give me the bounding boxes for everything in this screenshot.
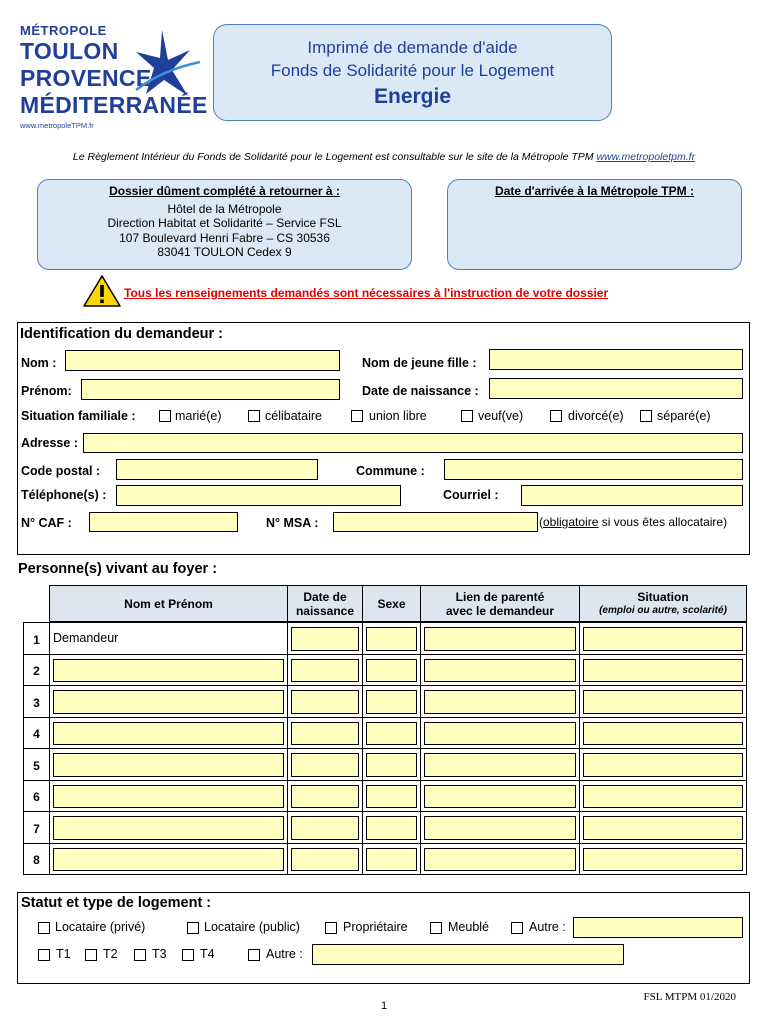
- type-label: T3: [152, 947, 167, 961]
- code-postal-label: Code postal :: [21, 464, 101, 478]
- field-sexe[interactable]: [366, 785, 417, 809]
- checkbox-locataire-prive[interactable]: [38, 922, 50, 934]
- note-obligatoire: obligatoire: [543, 515, 599, 529]
- field-nom-prenom[interactable]: [53, 816, 284, 840]
- warning-icon: [82, 274, 122, 308]
- return-address-line: Hôtel de la Métropole: [167, 201, 282, 216]
- header-lien-line2: avec le demandeur: [445, 603, 555, 618]
- checkbox-marie[interactable]: [159, 410, 171, 422]
- statut-label: Meublé: [448, 920, 489, 934]
- form-title-box: [213, 24, 612, 121]
- field-sexe[interactable]: [366, 816, 417, 840]
- field-sexe[interactable]: [366, 753, 417, 777]
- cell-sexe: [362, 717, 421, 750]
- cell-lien-parente: [420, 780, 580, 813]
- header-situation: [579, 585, 747, 622]
- telephone-field[interactable]: [116, 485, 401, 506]
- header-situation-label: Situation: [637, 589, 689, 604]
- field-situation[interactable]: [583, 659, 743, 683]
- date-naissance-field[interactable]: [489, 378, 743, 399]
- autre-type-field[interactable]: [312, 944, 624, 965]
- checkbox-union-libre[interactable]: [351, 410, 363, 422]
- field-lien-parente[interactable]: [424, 627, 576, 651]
- cell-date-naissance: [287, 811, 363, 844]
- row-number: 1: [33, 632, 40, 647]
- header-lien-parente: [420, 585, 580, 622]
- metropole-logo: [20, 23, 208, 134]
- field-sexe[interactable]: [366, 627, 417, 651]
- checkbox-label: veuf(ve): [478, 409, 524, 423]
- cell-situation: [579, 717, 747, 750]
- msa-label: N° MSA :: [266, 516, 319, 530]
- header-lien-line1: Lien de parenté: [455, 589, 545, 604]
- field-sexe[interactable]: [366, 848, 417, 872]
- cell-nom-prenom: [49, 780, 288, 813]
- cell-situation: [579, 654, 747, 687]
- field-date-naissance[interactable]: [291, 690, 359, 714]
- return-address-box: [37, 179, 412, 270]
- autre-statut-field[interactable]: [573, 917, 743, 938]
- date-naissance-label: Date de naissance :: [362, 384, 479, 398]
- checkbox-label: séparé(e): [657, 409, 711, 423]
- field-date-naissance[interactable]: [291, 627, 359, 651]
- nom-label: Nom :: [21, 356, 57, 370]
- field-lien-parente[interactable]: [424, 816, 576, 840]
- cell-lien-parente: [420, 843, 580, 876]
- statut-label: Propriétaire: [343, 920, 408, 934]
- note-open: (: [539, 515, 543, 529]
- type-label: T2: [103, 947, 118, 961]
- cell-sexe: [362, 685, 421, 718]
- form-code: FSL MTPM 01/2020: [643, 991, 736, 1003]
- page-number: 1: [380, 1000, 388, 1012]
- field-situation[interactable]: [583, 753, 743, 777]
- checkbox-t4[interactable]: [182, 949, 194, 961]
- header-sexe: [362, 585, 421, 622]
- cell-date-naissance: [287, 843, 363, 876]
- arrival-date-box[interactable]: [447, 179, 742, 270]
- cell-lien-parente: [420, 717, 580, 750]
- foyer-table: [23, 585, 747, 873]
- prenom-field[interactable]: [81, 379, 340, 400]
- row-number-cell: [23, 685, 50, 718]
- field-date-naissance[interactable]: [291, 659, 359, 683]
- cell-nom-prenom: [49, 654, 288, 687]
- checkbox-label: célibataire: [265, 409, 322, 423]
- cell-nom-prenom: [49, 843, 288, 876]
- header-nom-prenom-label: Nom et Prénom: [124, 596, 213, 611]
- checkbox-meuble[interactable]: [430, 922, 442, 934]
- field-lien-parente[interactable]: [424, 753, 576, 777]
- field-date-naissance[interactable]: [291, 785, 359, 809]
- form-title-line1: Imprimé de demande d'aide: [307, 38, 518, 57]
- identification-title: Identification du demandeur :: [20, 326, 224, 342]
- note-rest: si vous êtes allocataire): [598, 515, 728, 529]
- checkbox-t3[interactable]: [134, 949, 146, 961]
- field-situation[interactable]: [583, 816, 743, 840]
- reglement-notice: [0, 151, 768, 163]
- row-number-cell: [23, 811, 50, 844]
- commune-field[interactable]: [444, 459, 743, 480]
- cell-nom-prenom: [49, 748, 288, 781]
- cell-situation: [579, 685, 747, 718]
- field-nom-prenom[interactable]: [53, 722, 284, 746]
- checkbox-t1[interactable]: [38, 949, 50, 961]
- situation-familiale-label: Situation familiale :: [21, 409, 136, 423]
- cell-nom-prenom: [49, 811, 288, 844]
- cell-lien-parente: [420, 622, 580, 655]
- arrival-date-heading: Date d'arrivée à la Métropole TPM :: [495, 184, 694, 198]
- cell-situation: [579, 843, 747, 876]
- header-date-line2: naissance: [295, 603, 355, 618]
- cell-lien-parente: [420, 685, 580, 718]
- field-lien-parente[interactable]: [424, 690, 576, 714]
- field-date-naissance[interactable]: [291, 722, 359, 746]
- logo-line-toulon: TOULON: [20, 38, 119, 64]
- identification-section: [17, 322, 750, 555]
- header-date-naissance: [287, 585, 363, 622]
- field-situation[interactable]: [583, 627, 743, 651]
- allocataire-note: [539, 515, 727, 529]
- field-nom-prenom[interactable]: [53, 690, 284, 714]
- field-sexe[interactable]: [366, 690, 417, 714]
- header-situation-sub: (emploi ou autre, scolarité): [599, 604, 727, 616]
- cell-lien-parente: [420, 748, 580, 781]
- row-number: 4: [33, 727, 40, 742]
- field-situation[interactable]: [583, 785, 743, 809]
- form-title-line2: Fonds de Solidarité pour le Logement: [270, 61, 555, 80]
- cell-date-naissance: [287, 748, 363, 781]
- demandeur-label: Demandeur: [53, 631, 119, 646]
- header-sexe-label: Sexe: [377, 596, 406, 611]
- checkbox-separe[interactable]: [640, 410, 652, 422]
- field-sexe[interactable]: [366, 659, 417, 683]
- return-address-line: 107 Boulevard Henri Fabre – CS 30536: [119, 230, 330, 245]
- cell-sexe: [362, 780, 421, 813]
- nom-field[interactable]: [65, 350, 340, 371]
- checkbox-locataire-public[interactable]: [187, 922, 199, 934]
- cell-lien-parente: [420, 654, 580, 687]
- cell-date-naissance: [287, 622, 363, 655]
- type-label: T1: [56, 947, 71, 961]
- logo-line-mediterranee: MÉDITERRANÉE: [20, 92, 208, 118]
- code-postal-field[interactable]: [116, 459, 318, 480]
- field-nom-prenom[interactable]: [53, 659, 284, 683]
- cell-lien-parente: [420, 811, 580, 844]
- checkbox-proprietaire[interactable]: [325, 922, 337, 934]
- field-date-naissance[interactable]: [291, 816, 359, 840]
- prenom-label: Prénom:: [21, 384, 72, 398]
- logo-line-metropole: MÉTROPOLE: [20, 23, 107, 38]
- return-address-heading: Dossier dûment complété à retourner à :: [109, 184, 340, 198]
- row-number: 3: [33, 695, 40, 710]
- cell-sexe: [362, 654, 421, 687]
- courriel-field[interactable]: [521, 485, 743, 506]
- reglement-text: Le Règlement Intérieur du Fonds de Solidarité pour le Logement est consultable sur le site de la Métropole TPM: [72, 151, 597, 163]
- caf-field[interactable]: [89, 512, 238, 532]
- field-situation[interactable]: [583, 690, 743, 714]
- form-title-energie: Energie: [373, 85, 452, 108]
- checkbox-t2[interactable]: [85, 949, 97, 961]
- cell-situation: [579, 748, 747, 781]
- return-address-line: 83041 TOULON Cedex 9: [157, 245, 292, 259]
- row-number-cell: [23, 748, 50, 781]
- cell-date-naissance: [287, 717, 363, 750]
- type-label: T4: [200, 947, 215, 961]
- field-nom-prenom[interactable]: [53, 848, 284, 872]
- adresse-field[interactable]: [83, 433, 743, 453]
- header-date-line1: Date de: [303, 589, 347, 604]
- cell-date-naissance: [287, 780, 363, 813]
- statut-label: Locataire (public): [204, 920, 300, 934]
- cell-sexe: [362, 811, 421, 844]
- cell-date-naissance: [287, 685, 363, 718]
- header-nom-prenom: [49, 585, 288, 622]
- courriel-label: Courriel :: [443, 488, 499, 502]
- row-number: 8: [33, 853, 40, 868]
- row-number: 6: [33, 790, 40, 805]
- checkbox-veuf[interactable]: [461, 410, 473, 422]
- star-swoosh-icon: [132, 30, 202, 110]
- statut-label: Locataire (privé): [55, 920, 146, 934]
- nom-jeune-fille-field[interactable]: [489, 349, 743, 370]
- logement-section: [17, 892, 750, 984]
- statut-label: Autre :: [529, 920, 566, 934]
- row-number-cell: [23, 622, 50, 655]
- field-lien-parente[interactable]: [424, 785, 576, 809]
- foyer-title: Personne(s) vivant au foyer :: [18, 561, 218, 577]
- checkbox-celibataire[interactable]: [248, 410, 260, 422]
- checkbox-autre-type[interactable]: [248, 949, 260, 961]
- logement-title: Statut et type de logement :: [21, 895, 212, 911]
- nom-jeune-fille-label: Nom de jeune fille :: [362, 356, 477, 370]
- return-address-line: Direction Habitat et Solidarité – Service FSL: [107, 216, 342, 230]
- cell-nom-prenom: [49, 622, 288, 655]
- field-date-naissance[interactable]: [291, 848, 359, 872]
- field-sexe[interactable]: [366, 722, 417, 746]
- row-number-cell: [23, 843, 50, 876]
- checkbox-label: union libre: [369, 409, 427, 423]
- cell-nom-prenom: [49, 717, 288, 750]
- field-situation[interactable]: [583, 848, 743, 872]
- cell-sexe: [362, 843, 421, 876]
- checkbox-label: marié(e): [175, 409, 222, 423]
- adresse-label: Adresse :: [21, 436, 78, 450]
- caf-label: N° CAF :: [21, 516, 72, 530]
- cell-date-naissance: [287, 654, 363, 687]
- row-number: 7: [33, 821, 40, 836]
- telephone-label: Téléphone(s) :: [21, 488, 107, 502]
- cell-situation: [579, 622, 747, 655]
- row-number-cell: [23, 717, 50, 750]
- reglement-link[interactable]: www.metropoletpm.fr: [596, 151, 696, 163]
- row-number: 2: [33, 664, 40, 679]
- field-nom-prenom[interactable]: [53, 753, 284, 777]
- logo-line-provence: PROVENCE: [20, 65, 152, 91]
- checkbox-divorce[interactable]: [550, 410, 562, 422]
- checkbox-label: divorcé(e): [568, 409, 624, 423]
- row-number-cell: [23, 780, 50, 813]
- field-lien-parente[interactable]: [424, 659, 576, 683]
- cell-sexe: [362, 748, 421, 781]
- field-lien-parente[interactable]: [424, 722, 576, 746]
- field-date-naissance[interactable]: [291, 753, 359, 777]
- type-label: Autre :: [266, 947, 303, 961]
- checkbox-autre-statut[interactable]: [511, 922, 523, 934]
- field-lien-parente[interactable]: [424, 848, 576, 872]
- logo-url: www.metropoleTPM.fr: [20, 121, 94, 130]
- cell-nom-prenom: [49, 685, 288, 718]
- cell-situation: [579, 811, 747, 844]
- cell-situation: [579, 780, 747, 813]
- field-nom-prenom[interactable]: [53, 785, 284, 809]
- cell-sexe: [362, 622, 421, 655]
- row-number-cell: [23, 654, 50, 687]
- msa-field[interactable]: [333, 512, 538, 532]
- field-situation[interactable]: [583, 722, 743, 746]
- commune-label: Commune :: [356, 464, 425, 478]
- warning-text: Tous les renseignements demandés sont nécessaires à l'instruction de votre dossier: [124, 286, 609, 300]
- row-number: 5: [33, 758, 40, 773]
